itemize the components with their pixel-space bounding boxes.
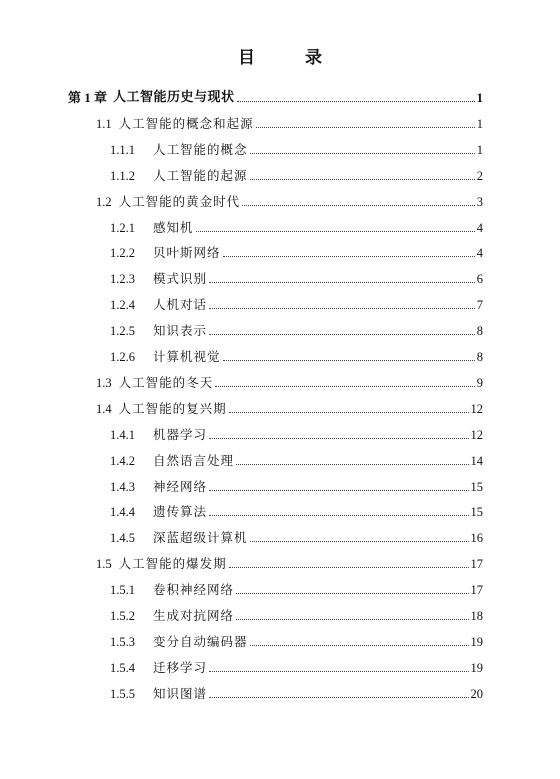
toc-entry-number: 1.5.2 [110, 609, 135, 623]
toc-entry-number: 1.2.5 [110, 324, 135, 339]
toc-entry-page-number: 8 [476, 350, 483, 364]
toc-entry[interactable] [110, 676, 483, 702]
toc-entry-page-number: 14 [470, 453, 483, 468]
toc-entry-page-number: 17 [470, 557, 483, 572]
toc-entry[interactable] [110, 158, 483, 184]
toc-entry-page-number: 7 [476, 298, 483, 313]
toc-entry-label: 生成对抗网络 [153, 608, 235, 623]
toc-entry[interactable] [110, 598, 483, 624]
toc-entry-page-number: 15 [470, 505, 483, 520]
dot-leader [229, 566, 469, 568]
dot-leader [215, 385, 475, 387]
toc-entry-number: 1.4.3 [110, 479, 135, 494]
toc-entry-label: 人工智能的复兴期 [118, 400, 227, 416]
toc-entry-number: 1.5.4 [110, 660, 135, 675]
toc-entry-number: 第 1 章 [68, 90, 108, 105]
toc-entry-page-number: 19 [470, 660, 483, 675]
toc-title: 目 录 [238, 48, 344, 68]
toc-entry-number: 1.1.2 [110, 168, 135, 183]
toc-entry-number: 1.2.3 [110, 272, 135, 287]
dot-leader [209, 437, 468, 439]
toc-entry-number: 1.5 [96, 557, 112, 572]
dot-leader [236, 592, 468, 594]
toc-entry-number: 1.1 [96, 116, 112, 131]
dot-leader [236, 618, 468, 620]
toc-entry-number: 1.3 [96, 375, 112, 390]
toc-entry-page-number: 1 [476, 90, 483, 105]
dot-leader [229, 411, 469, 413]
toc-entry-page-number: 20 [470, 686, 483, 701]
dot-leader [237, 100, 475, 102]
dot-leader [250, 152, 475, 154]
toc-entry-page-number: 8 [476, 324, 483, 339]
toc-entry[interactable] [110, 132, 483, 158]
toc-entry-page-number: 6 [476, 272, 483, 287]
toc-entry-page-number: 18 [470, 609, 483, 623]
toc-entry[interactable] [110, 650, 483, 676]
toc-entry-label: 感知机 [153, 219, 194, 235]
toc-entry[interactable] [110, 287, 483, 313]
dot-leader [209, 333, 475, 335]
toc-entry[interactable] [110, 494, 483, 520]
toc-entry-number: 1.2 [96, 194, 112, 209]
toc-entry-label: 变分自动编码器 [153, 633, 248, 649]
dot-leader [250, 644, 469, 646]
toc-entry[interactable] [68, 80, 483, 106]
toc-entry[interactable] [110, 235, 483, 261]
dot-leader [236, 463, 468, 465]
toc-entry-label: 模式识别 [153, 271, 208, 287]
toc-entry-page-number: 4 [476, 246, 483, 261]
toc-entry-label: 知识表示 [153, 323, 208, 339]
toc-entry-page-number: 9 [476, 375, 483, 390]
toc-entry-number: 1.5.5 [110, 686, 135, 701]
toc-entry-label: 人工智能的黄金时代 [118, 193, 241, 209]
toc-entry-page-number: 16 [470, 531, 483, 546]
toc-entry[interactable] [110, 313, 483, 339]
toc-entry-page-number: 1 [476, 142, 483, 157]
toc-entry-label: 人机对话 [153, 297, 208, 313]
toc-entry-label: 自然语言处理 [153, 452, 235, 468]
toc-entry-number: 1.4.4 [110, 505, 135, 520]
toc-entry[interactable] [110, 520, 483, 546]
toc-entry-label: 贝叶斯网络 [153, 245, 221, 261]
toc-entry-number: 1.4.5 [110, 531, 135, 546]
toc-entry[interactable] [110, 417, 483, 443]
toc-entry-label: 知识图谱 [153, 685, 208, 701]
toc-entry-label: 神经网络 [153, 478, 208, 494]
toc-entry-page-number: 1 [476, 116, 483, 131]
toc-entry-page-number: 19 [470, 634, 483, 649]
toc-entry-label: 深蓝超级计算机 [153, 530, 248, 546]
toc-entry-number: 1.2.1 [110, 220, 135, 235]
dot-leader [242, 204, 475, 206]
toc-entry-page-number: 2 [476, 168, 483, 183]
dot-leader [223, 255, 475, 257]
toc-entry-number: 1.1.1 [110, 142, 135, 157]
toc-entry-page-number: 12 [470, 401, 483, 416]
dot-leader [209, 307, 475, 309]
toc-entry-label: 人工智能历史与现状 [113, 90, 235, 105]
toc-entry-page-number: 17 [470, 583, 483, 598]
dot-leader [250, 540, 469, 542]
toc-entry-page-number: 12 [470, 427, 483, 442]
toc-entry-label: 遗传算法 [153, 504, 208, 520]
toc-entry[interactable] [96, 184, 483, 210]
toc-entry-page-number: 3 [476, 194, 483, 209]
dot-leader [209, 670, 468, 672]
toc-entry-label: 卷积神经网络 [153, 582, 235, 598]
toc-entry[interactable] [110, 624, 483, 650]
toc-entry[interactable] [96, 546, 483, 572]
toc-entry-number: 1.2.2 [110, 246, 135, 261]
toc-entry-label: 人工智能的爆发期 [118, 556, 227, 572]
toc-entry-label: 计算机视觉 [153, 349, 221, 364]
toc-entry[interactable] [110, 261, 483, 287]
dot-leader [209, 514, 468, 516]
toc-entry-page-number: 15 [470, 479, 483, 494]
toc-entry[interactable] [110, 469, 483, 495]
toc-entry-number: 1.2.4 [110, 298, 135, 313]
toc-entry[interactable] [110, 210, 483, 236]
toc-entry-number: 1.4.2 [110, 453, 135, 468]
toc-entry[interactable] [96, 391, 483, 417]
toc-entry-number: 1.5.3 [110, 634, 135, 649]
dot-leader [256, 126, 475, 128]
toc-entry[interactable] [110, 572, 483, 598]
dot-leader [209, 696, 468, 698]
toc-entry-number: 1.4.1 [110, 427, 135, 442]
dot-leader [196, 230, 475, 232]
toc-entry-number: 1.4 [96, 401, 112, 416]
toc-entry[interactable] [96, 365, 483, 391]
toc-entry-label: 人工智能的概念和起源 [118, 115, 254, 131]
toc-entry-number: 1.5.1 [110, 583, 135, 598]
dot-leader [209, 489, 468, 491]
dot-leader [209, 281, 475, 283]
toc-entry-label: 人工智能的起源 [153, 167, 248, 183]
toc-entry[interactable] [96, 106, 483, 132]
toc-entry-page-number: 4 [476, 220, 483, 235]
toc-entry-label: 人工智能的冬天 [118, 374, 214, 390]
toc-entry-number: 1.2.6 [110, 350, 135, 364]
toc-entry-label: 机器学习 [153, 426, 208, 442]
toc-entry[interactable] [110, 443, 483, 469]
dot-leader [223, 359, 475, 361]
toc-entry[interactable] [110, 339, 483, 365]
toc-entry-label: 人工智能的概念 [153, 141, 248, 157]
toc-entry-label: 迁移学习 [153, 659, 208, 675]
dot-leader [250, 178, 475, 180]
